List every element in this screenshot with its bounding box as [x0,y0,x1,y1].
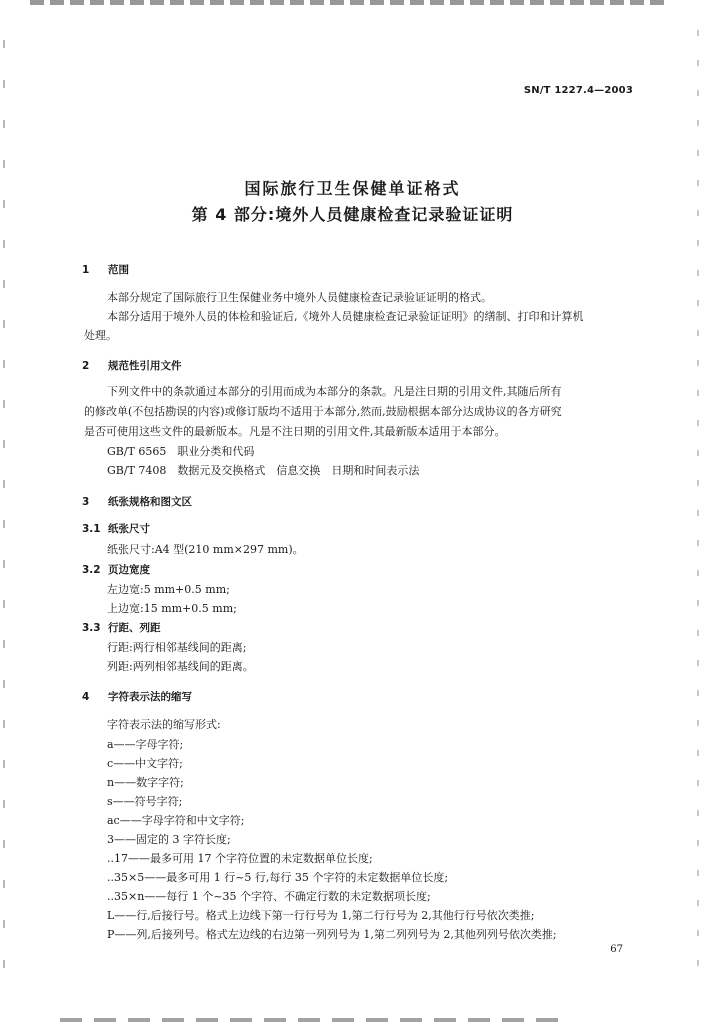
page-number: 67 [610,944,623,955]
paragraph: 左边宽:5 mm+0.5 mm; [107,583,230,596]
subsection-number: 3.2 [82,564,101,576]
list-item: ..35×5——最多可用 1 行~5 行,每行 35 个字符的未定数据单位长度; [107,871,449,884]
section-title: 字符表示法的缩写 [108,691,192,703]
scan-edge-right [697,30,699,990]
subsection-title: 页边宽度 [108,564,150,576]
list-item: ..17——最多可用 17 个字符位置的未定数据单位长度; [107,852,373,865]
section-title: 范围 [108,264,129,276]
list-item: L——行,后接行号。格式上边线下第一行行号为 1,第二行行号为 2,其他行行号依次类推; [107,909,535,922]
subsection-3-2-heading [82,562,150,577]
scan-edge-top [30,0,670,5]
document-subtitle: 第 4 部分:境外人员健康检查记录验证证明 [191,205,514,224]
section-title: 规范性引用文件 [108,360,182,372]
reference-item: GB/T 7408 数据元及交换格式 信息交换 日期和时间表示法 [107,464,420,477]
paragraph: 本部分适用于境外人员的体检和验证后,《境外人员健康检查记录验证证明》的缮制、打印和计算机 [107,310,584,323]
section-number: 4 [82,691,90,703]
list-item: n——数字字符; [107,776,184,789]
list-item: c——中文字符; [107,757,183,770]
list-item: 3——固定的 3 字符长度; [107,833,231,846]
list-item: a——字母字符; [107,738,184,751]
paragraph: 上边宽:15 mm+0.5 mm; [107,602,237,615]
paragraph: 纸张尺寸:A4 型(210 mm×297 mm)。 [107,543,304,556]
paragraph: 列距:两列相邻基线间的距离。 [107,660,254,673]
section-number: 1 [82,264,90,276]
section-1-heading [82,262,129,277]
scan-edge-bottom [60,1018,560,1022]
list-item: P——列,后接列号。格式左边线的右边第一列列号为 1,第二列列号为 2,其他列列号依次类推; [107,928,557,941]
section-title: 纸张规格和图文区 [108,496,192,508]
list-item: ac——字母字符和中文字符; [107,814,245,827]
subsection-title: 纸张尺寸 [108,523,150,535]
paragraph: 下列文件中的条款通过本部分的引用而成为本部分的条款。凡是注日期的引用文件,其随后所有 [107,385,562,398]
subsection-3-1-heading [82,521,150,536]
subsection-3-3-heading [82,620,161,635]
list-item: s——符号字符; [107,795,183,808]
section-3-heading [82,494,192,509]
document-title: 国际旅行卫生保健单证格式 [244,179,461,198]
section-4-heading [82,689,192,704]
paragraph-continuation: 是否可使用这些文件的最新版本。凡是不注日期的引用文件,其最新版本适用于本部分。 [84,425,506,438]
paragraph: 字符表示法的缩写形式: [107,718,221,731]
paragraph-continuation: 处理。 [84,329,117,342]
subsection-title: 行距、列距 [108,622,161,634]
reference-item: GB/T 6565 职业分类和代码 [107,445,255,458]
list-item: ..35×n——每行 1 个~35 个字符、不确定行数的未定数据项长度; [107,890,431,903]
paragraph: 行距:两行相邻基线间的距离; [107,641,247,654]
standard-code: SN/T 1227.4—2003 [523,85,633,96]
paragraph: 本部分规定了国际旅行卫生保健业务中境外人员健康检查记录验证证明的格式。 [107,291,492,304]
section-number: 3 [82,496,90,508]
section-2-heading [82,358,182,373]
section-number: 2 [82,360,90,372]
subsection-number: 3.1 [82,523,101,535]
paragraph-continuation: 的修改单(不包括勘误的内容)或修订版均不适用于本部分,然而,鼓励根据本部分达成协议的各方研究 [84,405,562,418]
subsection-number: 3.3 [82,622,101,634]
